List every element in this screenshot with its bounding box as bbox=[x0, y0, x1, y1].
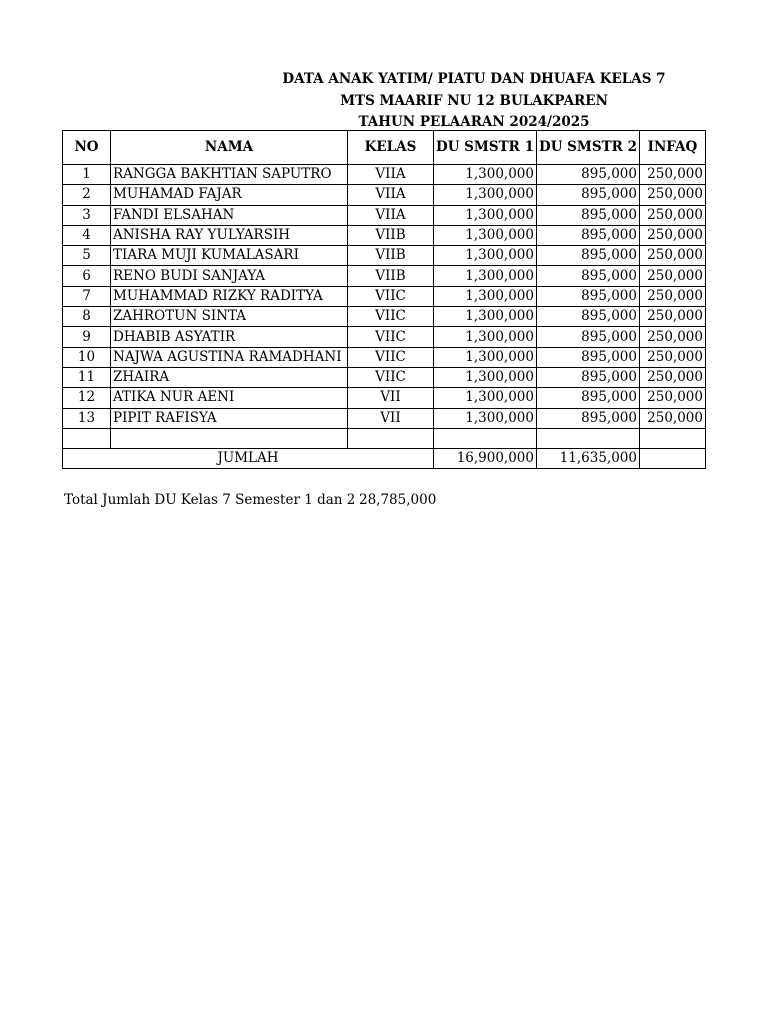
cell-du-smstr-2: 895,000 bbox=[536, 205, 639, 225]
table-row bbox=[63, 246, 706, 266]
cell-du-smstr-2: 895,000 bbox=[536, 286, 639, 306]
cell-du-smstr-1: 1,300,000 bbox=[434, 307, 537, 327]
cell-kelas: VIIB bbox=[348, 225, 434, 245]
table-row bbox=[63, 286, 706, 306]
cell-du-smstr-2: 895,000 bbox=[536, 266, 639, 286]
table-row bbox=[63, 266, 706, 286]
cell-du-smstr-2: 895,000 bbox=[536, 246, 639, 266]
cell-kelas: VII bbox=[348, 388, 434, 408]
document-title: DATA ANAK YATIM/ PIATU DAN DHUAFA KELAS 7 bbox=[282, 71, 666, 87]
cell-du-smstr-1: 1,300,000 bbox=[434, 165, 537, 185]
cell-du-smstr-1: 1,300,000 bbox=[434, 185, 537, 205]
cell-infaq: 250,000 bbox=[639, 327, 705, 347]
cell-no: 6 bbox=[63, 266, 111, 286]
cell-du-smstr-1: 1,300,000 bbox=[434, 327, 537, 347]
column-header-no: NO bbox=[63, 131, 111, 165]
table-row bbox=[63, 185, 706, 205]
cell-du-smstr-1: 1,300,000 bbox=[434, 286, 537, 306]
table-row bbox=[63, 165, 706, 185]
cell-no: 11 bbox=[63, 367, 111, 387]
column-header-du-smstr-1: DU SMSTR 1 bbox=[434, 131, 537, 165]
cell-nama: ATIKA NUR AENI bbox=[111, 388, 348, 408]
column-header-infaq: INFAQ bbox=[639, 131, 705, 165]
cell-du-smstr-2: 895,000 bbox=[536, 388, 639, 408]
cell-infaq: 250,000 bbox=[639, 225, 705, 245]
academic-year: TAHUN PELAARAN 2024/2025 bbox=[358, 114, 590, 130]
cell-no: 9 bbox=[63, 327, 111, 347]
cell-nama: MUHAMAD FAJAR bbox=[111, 185, 348, 205]
cell-infaq: 250,000 bbox=[639, 185, 705, 205]
cell-du-smstr-2: 895,000 bbox=[536, 185, 639, 205]
cell-no: 10 bbox=[63, 347, 111, 367]
cell-du-smstr-1: 1,300,000 bbox=[434, 246, 537, 266]
cell-infaq: 250,000 bbox=[639, 388, 705, 408]
table-row bbox=[63, 367, 706, 387]
cell-nama: MUHAMMAD RIZKY RADITYA bbox=[111, 286, 348, 306]
cell-du-smstr-2: 895,000 bbox=[536, 408, 639, 428]
cell-du-smstr-2: 895,000 bbox=[536, 307, 639, 327]
cell-du-smstr-1: 1,300,000 bbox=[434, 225, 537, 245]
cell-kelas: VIIA bbox=[348, 185, 434, 205]
cell-infaq: 250,000 bbox=[639, 266, 705, 286]
cell-no: 13 bbox=[63, 408, 111, 428]
column-header-du-smstr-2: DU SMSTR 2 bbox=[536, 131, 639, 165]
cell-nama: PIPIT RAFISYA bbox=[111, 408, 348, 428]
cell-du-smstr-1: 1,300,000 bbox=[434, 347, 537, 367]
cell-infaq: 250,000 bbox=[639, 307, 705, 327]
empty-cell bbox=[434, 428, 537, 448]
cell-no: 2 bbox=[63, 185, 111, 205]
column-header-kelas: KELAS bbox=[348, 131, 434, 165]
total-infaq bbox=[639, 449, 705, 469]
cell-du-smstr-2: 895,000 bbox=[536, 367, 639, 387]
empty-cell bbox=[63, 428, 111, 448]
total-du-smstr-1: 16,900,000 bbox=[434, 449, 537, 469]
cell-nama: TIARA MUJI KUMALASARI bbox=[111, 246, 348, 266]
cell-infaq: 250,000 bbox=[639, 408, 705, 428]
cell-no: 5 bbox=[63, 246, 111, 266]
empty-row bbox=[63, 428, 706, 448]
table-header-row bbox=[63, 131, 706, 165]
cell-kelas: VIIC bbox=[348, 286, 434, 306]
table-row bbox=[63, 205, 706, 225]
cell-kelas: VIIC bbox=[348, 367, 434, 387]
cell-infaq: 250,000 bbox=[639, 165, 705, 185]
cell-nama: ZHAIRA bbox=[111, 367, 348, 387]
total-row bbox=[63, 449, 706, 469]
cell-nama: NAJWA AGUSTINA RAMADHANI bbox=[111, 347, 348, 367]
table-row bbox=[63, 388, 706, 408]
student-table bbox=[62, 130, 706, 469]
table-row bbox=[63, 327, 706, 347]
cell-no: 8 bbox=[63, 307, 111, 327]
total-label: JUMLAH bbox=[63, 449, 434, 469]
table-row bbox=[63, 347, 706, 367]
cell-kelas: VIIA bbox=[348, 205, 434, 225]
cell-du-smstr-1: 1,300,000 bbox=[434, 388, 537, 408]
cell-nama: RENO BUDI SANJAYA bbox=[111, 266, 348, 286]
cell-infaq: 250,000 bbox=[639, 367, 705, 387]
total-du-smstr-2: 11,635,000 bbox=[536, 449, 639, 469]
empty-cell bbox=[348, 428, 434, 448]
cell-kelas: VIIC bbox=[348, 347, 434, 367]
cell-kelas: VIIC bbox=[348, 327, 434, 347]
empty-cell bbox=[639, 428, 705, 448]
cell-no: 12 bbox=[63, 388, 111, 408]
table-body bbox=[63, 165, 706, 469]
cell-no: 1 bbox=[63, 165, 111, 185]
cell-no: 3 bbox=[63, 205, 111, 225]
empty-cell bbox=[536, 428, 639, 448]
cell-infaq: 250,000 bbox=[639, 286, 705, 306]
cell-du-smstr-1: 1,300,000 bbox=[434, 408, 537, 428]
empty-cell bbox=[111, 428, 348, 448]
cell-du-smstr-2: 895,000 bbox=[536, 347, 639, 367]
table-row bbox=[63, 307, 706, 327]
cell-kelas: VII bbox=[348, 408, 434, 428]
cell-kelas: VIIB bbox=[348, 246, 434, 266]
cell-infaq: 250,000 bbox=[639, 347, 705, 367]
cell-infaq: 250,000 bbox=[639, 246, 705, 266]
column-header-nama: NAMA bbox=[111, 131, 348, 165]
summary-value: 28,785,000 bbox=[359, 492, 437, 508]
school-name: MTS MAARIF NU 12 BULAKPAREN bbox=[340, 93, 608, 109]
cell-nama: ANISHA RAY YULYARSIH bbox=[111, 225, 348, 245]
cell-kelas: VIIB bbox=[348, 266, 434, 286]
cell-du-smstr-2: 895,000 bbox=[536, 165, 639, 185]
cell-du-smstr-2: 895,000 bbox=[536, 327, 639, 347]
cell-no: 4 bbox=[63, 225, 111, 245]
cell-du-smstr-1: 1,300,000 bbox=[434, 205, 537, 225]
cell-du-smstr-2: 895,000 bbox=[536, 225, 639, 245]
cell-kelas: VIIA bbox=[348, 165, 434, 185]
summary-label: Total Jumlah DU Kelas 7 Semester 1 dan 2 bbox=[64, 492, 356, 508]
cell-du-smstr-1: 1,300,000 bbox=[434, 266, 537, 286]
cell-infaq: 250,000 bbox=[639, 205, 705, 225]
table-row bbox=[63, 225, 706, 245]
cell-du-smstr-1: 1,300,000 bbox=[434, 367, 537, 387]
cell-nama: RANGGA BAKHTIAN SAPUTRO bbox=[111, 165, 348, 185]
table-row bbox=[63, 408, 706, 428]
cell-nama: ZAHROTUN SINTA bbox=[111, 307, 348, 327]
cell-no: 7 bbox=[63, 286, 111, 306]
cell-kelas: VIIC bbox=[348, 307, 434, 327]
cell-nama: FANDI ELSAHAN bbox=[111, 205, 348, 225]
cell-nama: DHABIB ASYATIR bbox=[111, 327, 348, 347]
